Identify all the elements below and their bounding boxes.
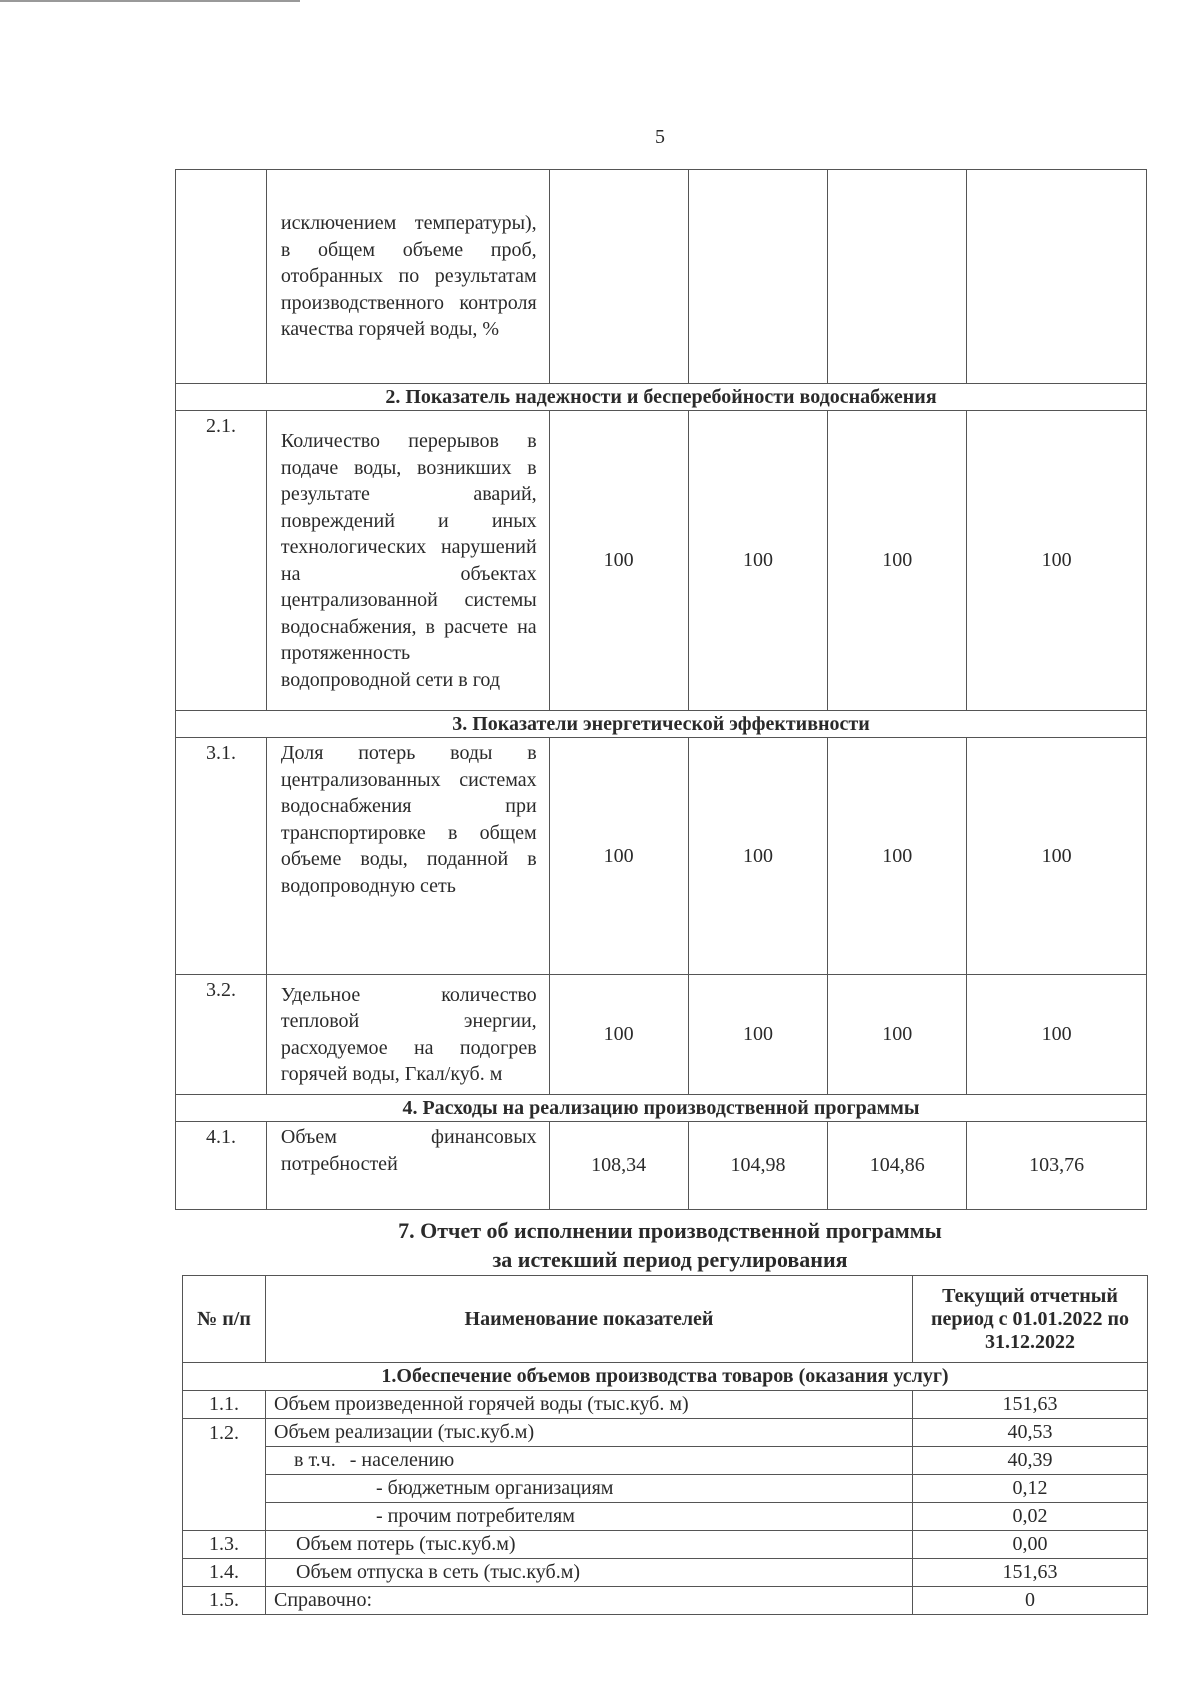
row-value: 100 bbox=[967, 411, 1147, 711]
row-value: 100 bbox=[688, 975, 828, 1095]
row-value: 100 bbox=[828, 975, 967, 1095]
row-value: 100 bbox=[967, 738, 1147, 975]
row-name-text: - населению bbox=[349, 1449, 455, 1471]
row-number: 4.1. bbox=[176, 1122, 267, 1210]
report-title: 7. Отчет об исполнении производственной программы bbox=[398, 1218, 942, 1243]
row-value: 100 bbox=[828, 738, 967, 975]
header-number: № п/п bbox=[183, 1276, 266, 1363]
row-description: Доля потерь воды в централизованных системах водоснабжения при транспортировке в общем объеме воды, поданной в водопроводную сеть bbox=[266, 738, 549, 975]
row-value: 0,00 bbox=[913, 1531, 1148, 1559]
row-value bbox=[828, 170, 967, 384]
row-value: 104,86 bbox=[828, 1122, 967, 1210]
row-value: 108,34 bbox=[549, 1122, 688, 1210]
header-period: Текущий отчетный период с 01.01.2022 по 31.12.2022 bbox=[913, 1276, 1148, 1363]
section-title: 4. Расходы на реализацию производственной программы bbox=[176, 1095, 1147, 1122]
row-value: 151,63 bbox=[913, 1559, 1148, 1587]
row-number: 3.1. bbox=[176, 738, 267, 975]
row-number: 1.3. bbox=[183, 1531, 266, 1559]
row-number: 1.1. bbox=[183, 1391, 266, 1419]
report-subtitle: за истекший период регулирования bbox=[492, 1247, 848, 1272]
row-value: 104,98 bbox=[688, 1122, 828, 1210]
row-number: 2.1. bbox=[176, 411, 267, 711]
row-value bbox=[967, 170, 1147, 384]
row-number: 1.2. bbox=[183, 1419, 266, 1531]
table-row bbox=[183, 1391, 1148, 1419]
row-value: 0 bbox=[913, 1587, 1148, 1615]
page-number: 5 bbox=[655, 126, 665, 148]
row-name: - прочим потребителям bbox=[266, 1503, 913, 1531]
row-prefix: в т.ч. bbox=[294, 1449, 336, 1471]
row-value: 0,02 bbox=[913, 1503, 1148, 1531]
table-row bbox=[183, 1419, 1148, 1447]
row-value: 100 bbox=[967, 975, 1147, 1095]
table-row bbox=[176, 170, 1147, 384]
row-value: 151,63 bbox=[913, 1391, 1148, 1419]
row-value: 100 bbox=[549, 975, 688, 1095]
section-title: 3. Показатели энергетической эффективности bbox=[176, 711, 1147, 738]
scan-edge-line bbox=[0, 0, 300, 2]
table-row bbox=[183, 1531, 1148, 1559]
table-row bbox=[183, 1559, 1148, 1587]
section-title: 2. Показатель надежности и бесперебойности водоснабжения bbox=[176, 384, 1147, 411]
row-description: Объем финансовых потребностей bbox=[266, 1122, 549, 1210]
row-name: - бюджетным организациям bbox=[266, 1475, 913, 1503]
row-number: 1.4. bbox=[183, 1559, 266, 1587]
row-description: Удельное количество тепловой энергии, расходуемое на подогрев горячей воды, Гкал/куб. м bbox=[266, 975, 549, 1095]
section-row bbox=[183, 1363, 1148, 1391]
table-row bbox=[183, 1447, 1148, 1475]
row-number: 1.5. bbox=[183, 1587, 266, 1615]
row-value: 100 bbox=[549, 411, 688, 711]
row-name: Объем произведенной горячей воды (тыс.куб. м) bbox=[266, 1391, 913, 1419]
row-value: 0,12 bbox=[913, 1475, 1148, 1503]
section-row bbox=[176, 1095, 1147, 1122]
table-row bbox=[183, 1475, 1148, 1503]
table-row bbox=[183, 1587, 1148, 1615]
row-name: Объем реализации (тыс.куб.м) bbox=[266, 1419, 913, 1447]
section-title: 1.Обеспечение объемов производства товаров (оказания услуг) bbox=[183, 1363, 1148, 1391]
table-row bbox=[183, 1503, 1148, 1531]
table-row bbox=[176, 1122, 1147, 1210]
row-value: 40,53 bbox=[913, 1419, 1148, 1447]
section-row bbox=[176, 711, 1147, 738]
indicators-table bbox=[175, 169, 1147, 1210]
row-value: 100 bbox=[688, 411, 828, 711]
table-row bbox=[176, 975, 1147, 1095]
header-row bbox=[183, 1276, 1148, 1363]
row-value: 40,39 bbox=[913, 1447, 1148, 1475]
row-value: 103,76 bbox=[967, 1122, 1147, 1210]
row-name: Объем потерь (тыс.куб.м) bbox=[266, 1531, 913, 1559]
row-description: исключением температуры), в общем объеме проб, отобранных по результатам производственного контроля качества горячей воды, % bbox=[266, 170, 549, 384]
row-value: 100 bbox=[828, 411, 967, 711]
header-name: Наименование показателей bbox=[266, 1276, 913, 1363]
row-description: Количество перерывов в подаче воды, возникших в результате аварий, повреждений и иных технологических нарушений на объектах централизованной системы водоснабжения, в расчете на протяженность водопроводной сети в год bbox=[266, 411, 549, 711]
row-value: 100 bbox=[688, 738, 828, 975]
row-name: Справочно: bbox=[266, 1587, 913, 1615]
section-row bbox=[176, 384, 1147, 411]
row-value: 100 bbox=[549, 738, 688, 975]
row-value bbox=[549, 170, 688, 384]
report-table bbox=[182, 1275, 1148, 1615]
row-number: 3.2. bbox=[176, 975, 267, 1095]
row-number bbox=[176, 170, 267, 384]
row-name bbox=[266, 1447, 913, 1475]
row-name: Объем отпуска в сеть (тыс.куб.м) bbox=[266, 1559, 913, 1587]
table-row bbox=[176, 738, 1147, 975]
table-row bbox=[176, 411, 1147, 711]
row-value bbox=[688, 170, 828, 384]
